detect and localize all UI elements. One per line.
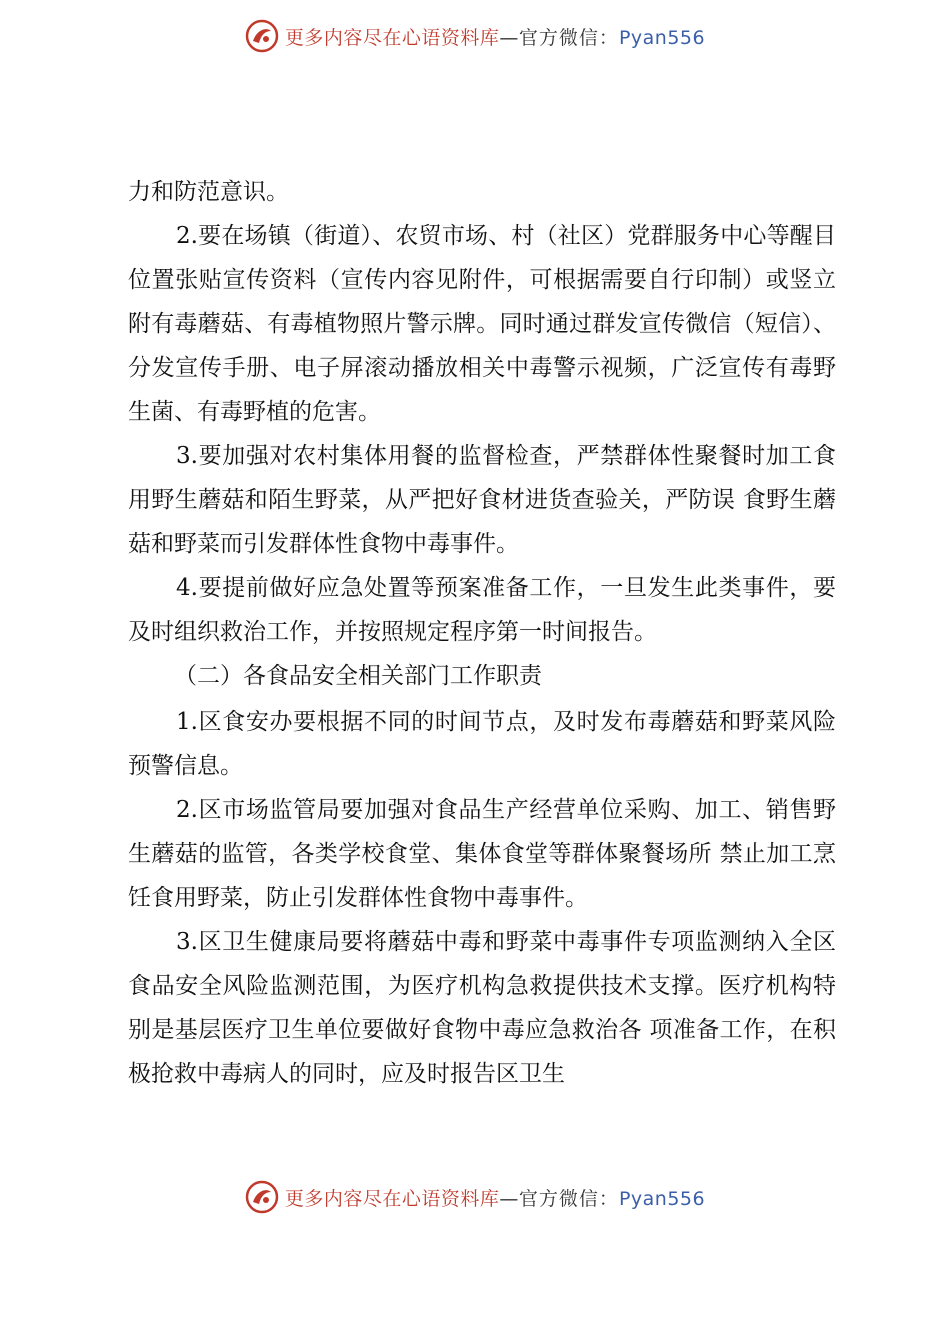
banner-text [285, 1184, 705, 1211]
section-heading: （二）各食品安全相关部门工作职责 [174, 663, 542, 689]
paragraph: 力和防范意识。 [128, 179, 289, 205]
banner-wechat-label: 官方微信： [518, 1187, 619, 1210]
banner-separator: — [499, 26, 519, 49]
banner-wechat-id: Pyan556 [618, 1187, 706, 1210]
banner-slogan: 更多内容尽在心语资料库 [284, 1187, 500, 1210]
footer-banner [0, 1175, 950, 1219]
header-banner [0, 14, 950, 58]
banner-wechat-label: 官方微信： [518, 26, 619, 49]
document-body [128, 170, 836, 1096]
logo-seal-icon [245, 1180, 279, 1214]
banner-text [285, 23, 705, 50]
paragraph: 4.要提前做好应急处置等预案准备工作，一旦发生此类事件，要及时组织救治工作，并按照规定程序第一时间报告。 [128, 575, 836, 645]
paragraph: 3.区卫生健康局要将蘑菇中毒和野菜中毒事件专项监测纳入全区食品安全风险监测范围，为医疗机构急救提供技术支撑。医疗机构特别是基层医疗卫生单位要做好食物中毒应急救治各 项准备工作，在积极抢救中毒病人的同时，应及时报告区卫生 [128, 929, 836, 1087]
paragraph: 2.要在场镇（街道）、农贸市场、村（社区）党群服务中心等醒目位置张贴宣传资料（宣传内容见附件，可根据需要自行印制）或竖立附有毒蘑菇、有毒植物照片警示牌。同时通过群发宣传微信（短信）、分发宣传手册、电子屏滚动播放相关中毒警示视频，广泛宣传有毒野生菌、有毒野植的危害。 [128, 223, 836, 425]
banner-slogan: 更多内容尽在心语资料库 [284, 26, 500, 49]
paragraph: 1.区食安办要根据不同的时间节点，及时发布毒蘑菇和野菜风险预警信息。 [128, 709, 836, 779]
banner-wechat-id: Pyan556 [618, 26, 706, 49]
logo-seal-icon [245, 19, 279, 53]
banner-separator: — [499, 1187, 519, 1210]
paragraph: 2.区市场监管局要加强对食品生产经营单位采购、加工、销售野生蘑菇的监管，各类学校食堂、集体食堂等群体聚餐场所 禁止加工烹饪食用野菜，防止引发群体性食物中毒事件。 [128, 797, 836, 911]
paragraph: 3.要加强对农村集体用餐的监督检查，严禁群体性聚餐时加工食用野生蘑菇和陌生野菜，从严把好食材进货查验关，严防误 食野生蘑菇和野菜而引发群体性食物中毒事件。 [128, 443, 836, 557]
